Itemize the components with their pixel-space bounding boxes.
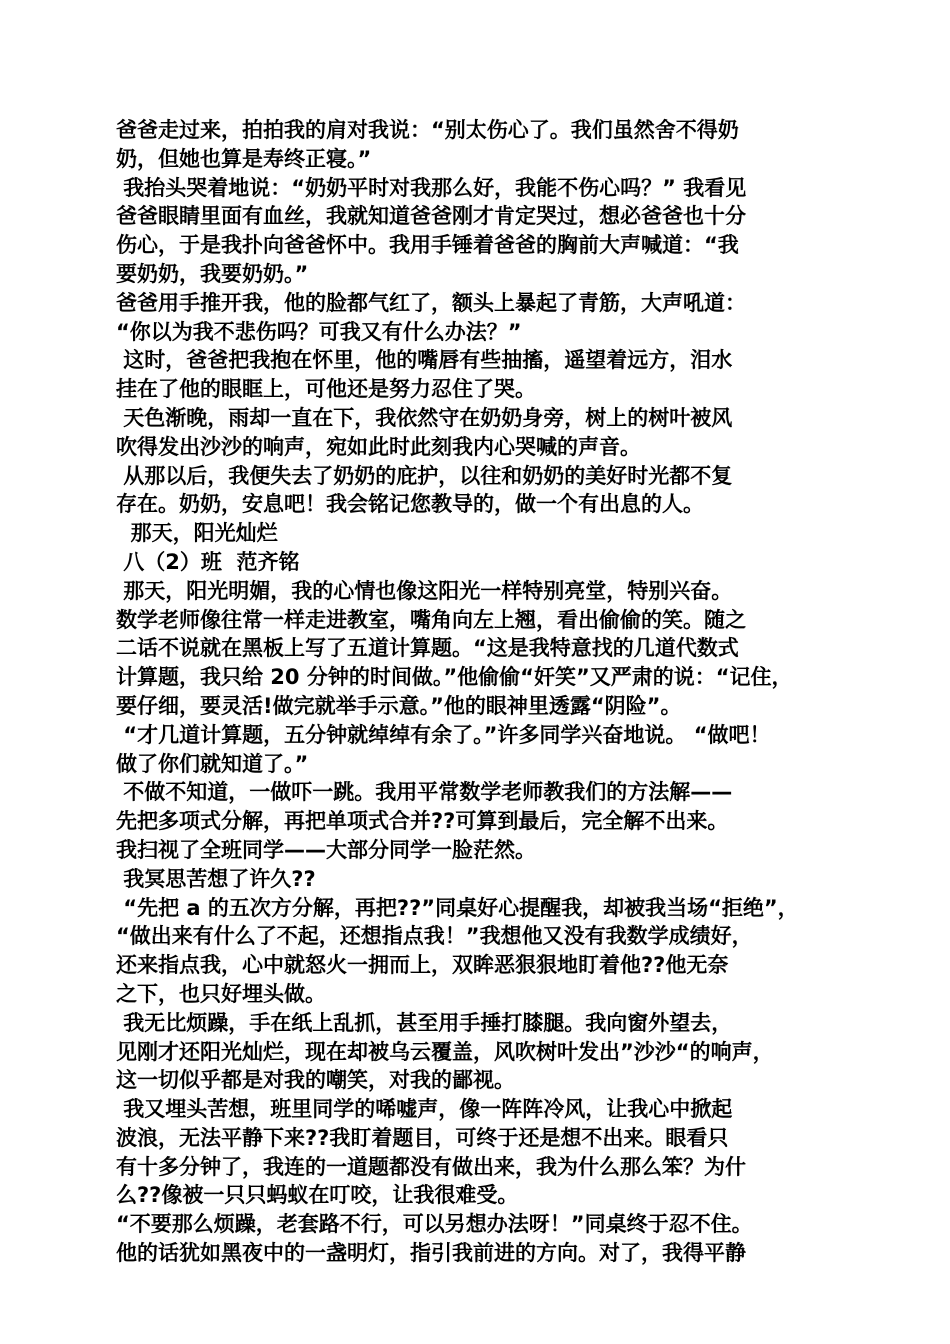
text-line: 么??像被一只只蚂蚁在叮咬，让我很难受。 (116, 1183, 519, 1208)
text-line: 伤心，于是我扑向爸爸怀中。我用手锤着爸爸的胸前大声喊道：“我 (116, 233, 739, 258)
text-line: “先把 a 的五次方分解，再把??”同桌好心提醒我，却被我当场“拒绝”， (116, 895, 799, 920)
text-line: 我无比烦躁，手在纸上乱抓，甚至用手捶打膝腿。我向窗外望去， (116, 1010, 733, 1035)
text-line: 先把多项式分解，再把单项式合并??可算到最后，完全解不出来。 (116, 809, 729, 834)
text-line: 爸爸走过来，拍拍我的肩对我说：“别太伤心了。我们虽然舍不得奶 (116, 118, 739, 142)
text-line: 不做不知道，一做吓一跳。我用平常数学老师教我们的方法解—— (116, 780, 733, 805)
text-line: 有十多分钟了，我连的一道题都没有做出来，我为什么那么笨？为什 (116, 1154, 746, 1179)
text-line: 要奶奶，我要奶奶。” (116, 261, 309, 286)
text-line: “不要那么烦躁，老套路不行，可以另想办法呀！”同桌终于忍不住。 (116, 1212, 753, 1237)
text-line: 二话不说就在黑板上写了五道计算题。“这是我特意找的几道代数式 (116, 636, 739, 661)
text-line: 这时，爸爸把我抱在怀里，他的嘴唇有些抽搐，遥望着远方，泪水 (116, 348, 733, 373)
text-line: 波浪，无法平静下来??我盯着题目，可终于还是想不出来。眼看只 (116, 1125, 729, 1150)
text-line: 爸爸眼睛里面有血丝，我就知道爸爸刚才肯定哭过，想必爸爸也十分 (116, 204, 746, 229)
text-line: “做出来有什么了不起，还想指点我！”我想他又没有我数学成绩好， (116, 924, 753, 949)
text-line: 他的话犹如黑夜中的一盏明灯，指引我前进的方向。对了，我得平静 (116, 1241, 746, 1266)
text-line: 天色渐晚，雨却一直在下，我依然守在奶奶身旁，树上的树叶被风 (116, 405, 733, 430)
text-line: 之下，也只好埋头做。 (116, 981, 326, 1006)
text-line: 做了你们就知道了。” (116, 751, 309, 776)
document-page (116, 116, 846, 1268)
text-line: 挂在了他的眼眶上，可他还是努力忍住了哭。 (116, 377, 536, 402)
text-line: 我扫视了全班同学——大部分同学一脸茫然。 (116, 837, 536, 862)
text-line: 爸爸用手推开我，他的脸都气红了，额头上暴起了青筋，大声吼道： (116, 290, 746, 315)
text-line: 这一切似乎都是对我的嘲笑，对我的鄙视。 (116, 1068, 515, 1093)
text-line: 那天，阳光明媚，我的心情也像这阳光一样特别亮堂，特别兴奋。 (116, 578, 733, 603)
text-line: 计算题，我只给 20 分钟的时间做。”他偷偷“奸笑”又严肃的说：“记住， (116, 665, 793, 690)
author-line: 八（2）班 范齐铭 (116, 549, 300, 574)
text-line: 吹得发出沙沙的响声，宛如此时此刻我内心哭喊的声音。 (116, 434, 641, 459)
text-line: 要仔细，要灵活!做完就举手示意。”他的眼神里透露“阴险”。 (116, 693, 682, 718)
text-line: 数学老师像往常一样走进教室，嘴角向左上翘，看出偷偷的笑。随之 (116, 607, 746, 632)
text-line: 见刚才还阳光灿烂，现在却被乌云覆盖，风吹树叶发出”沙沙“的响声， (116, 1039, 774, 1064)
text-line: 我冥思苦想了许久?? (116, 866, 316, 891)
text-line: 从那以后，我便失去了奶奶的庇护，以往和奶奶的美好时光都不复 (116, 463, 733, 488)
text-line: “才几道计算题，五分钟就绰绰有余了。”许多同学兴奋地说。 “做吧！ (116, 722, 771, 747)
text-line: 我抬头哭着地说：“奶奶平时对我那么好，我能不伤心吗？” 我看见 (116, 175, 747, 200)
text-line: 还来指点我，心中就怒火一拥而上，双眸恶狠狠地盯着他??他无奈 (116, 953, 729, 978)
text-line: “你以为我不悲伤吗？可我又有什么办法？” (116, 319, 522, 344)
text-line: 存在。奶奶，安息吧！我会铭记您教导的，做一个有出息的人。 (116, 492, 704, 517)
text-line: 我又埋头苦想，班里同学的唏嘘声，像一阵阵冷风，让我心中掀起 (116, 1097, 733, 1122)
section-title: 那天，阳光灿烂 (116, 521, 278, 546)
text-line: 奶，但她也算是寿终正寝。” (116, 146, 372, 171)
